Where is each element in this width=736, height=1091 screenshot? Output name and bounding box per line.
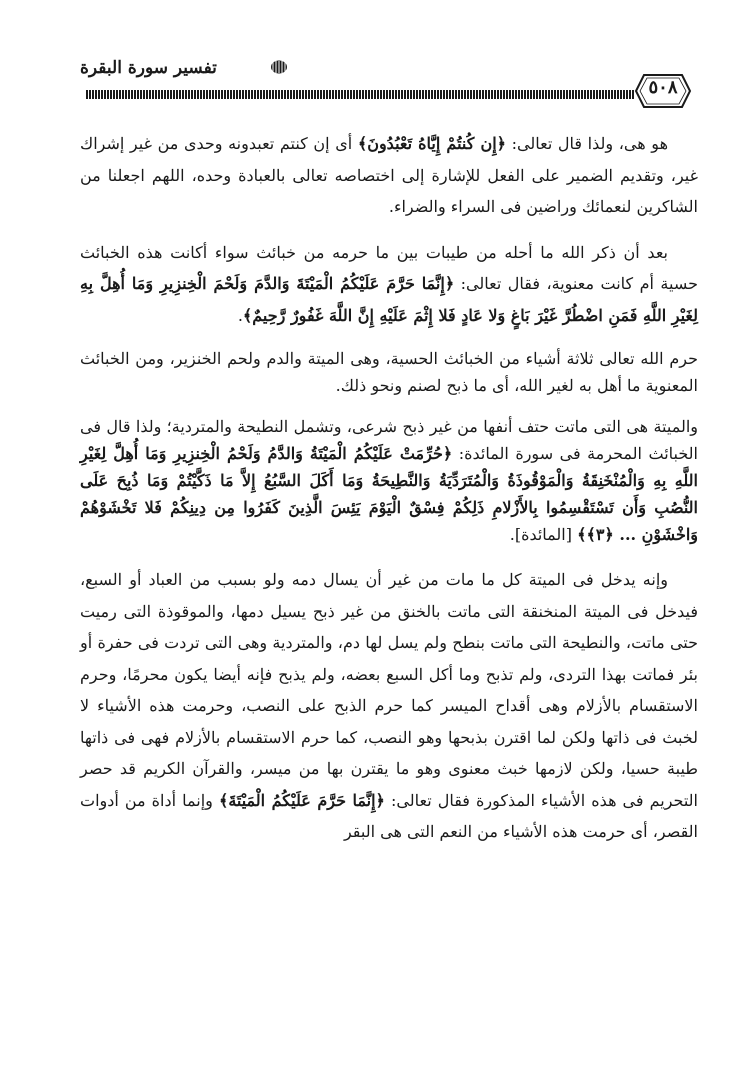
paragraph	[80, 564, 698, 848]
paragraph-text: هو هى، ولذا قال تعالى:	[506, 134, 669, 153]
paragraph-text: أى إن كنتم تعبدونه وحدى من غير إشراك غير، وتقديم الضمير على الفعل للإشارة إلى اختصاصه تعالى بالعبادة وحده، اللهم اجعلنا من الشاكرين لنعمائك وراضين فى السراء والضراء.	[80, 134, 698, 216]
paragraph	[80, 237, 698, 332]
paragraph-text: بعد أن ذكر الله ما أحله من طيبات بين ما حرمه من خبائث سواء أكانت هذه الخبائث حسية أم كانت معنوية، فقال تعالى:	[80, 242, 699, 293]
quran-verse: ﴿إِن كُنتُمْ إِيَّاهُ تَعْبُدُونَ﴾	[357, 134, 507, 153]
page-number: ٥٠٨	[648, 77, 678, 98]
paragraph	[80, 128, 698, 223]
header-rule	[86, 90, 634, 99]
quran-verse: ﴿حُرِّمَتْ عَلَيْكُمُ الْمَيْتَةُ وَالدَّمُ وَلَحْمُ الْخِنزِيرِ وَمَا أُهِلَّ لِغَيْرِ اللَّهِ بِهِ وَالْمُنْخَنِقَةُ وَالْمَوْقُوذَةُ وَالْمُتَرَدِّيَةُ وَالنَّطِيحَةُ وَمَا أَكَلَ السَّبُعُ إِلاَّ مَا ذَكَّيْتُمْ وَمَا ذُبِحَ عَلَى النُّصُبِ وَأَن تَسْتَقْسِمُوا بِالأَزْلامِ ذَلِكُمْ فِسْقٌ الْيَوْمَ يَئِسَ الَّذِينَ كَفَرُوا مِن دِينِكُمْ فَلا تَخْشَوْهُمْ وَاخْشَوْنِ ... ﴿٣﴾﴾	[80, 444, 698, 544]
paragraph	[80, 413, 698, 548]
paragraph-text: [المائدة].	[509, 525, 578, 544]
paragraph	[80, 345, 698, 399]
page-number-frame	[634, 72, 692, 110]
paragraph-text: حرم الله تعالى ثلاثة أشياء من الخبائث الحسية، وهى الميتة والدم ولحم الخنزير، ومن الخبائث المعنوية ما أهل به لغير الله، أى ما ذبح لصنم ونحو ذلك.	[80, 349, 698, 395]
page-header	[0, 0, 736, 125]
paragraph-text: وإنما أداة من أدوات القصر، أى حرمت هذه الأشياء من النعم التى هى البقر	[80, 790, 698, 841]
page-body	[80, 128, 698, 862]
paragraph-text: .	[237, 305, 243, 325]
running-title: تفسير سورة البقرة	[80, 58, 217, 78]
paragraph-text: والميتة هى التى ماتت حتف أنفها من غير ذبح شرعى، وتشمل النطيحة والمتردية؛ ولذا قال فى الخبائث المحرمة فى سورة المائدة:	[80, 417, 699, 463]
quran-verse: ﴿إِنَّمَا حَرَّمَ عَلَيْكُمُ الْمَيْتَةَ﴾	[218, 790, 385, 810]
ornament-icon	[270, 60, 288, 74]
quran-verse: ﴿إِنَّمَا حَرَّمَ عَلَيْكُمُ الْمَيْتَةَ وَالدَّمَ وَلَحْمَ الْخِنزِيرِ وَمَا أُهِلَّ بِهِ لِغَيْرِ اللَّهِ فَمَنِ اضْطُرَّ غَيْرَ بَاغٍ وَلا عَادٍ فَلا إِثْمَ عَلَيْهِ إِنَّ اللَّهَ غَفُورٌ رَّحِيمٌ﴾	[80, 274, 698, 325]
paragraph-text: وإنه يدخل فى الميتة كل ما مات من غير أن يسال دمه ولو بسبب من العباد أو السبع، فيدخل فى الميتة المنخنقة التى ماتت بالخنق من غير ذبح يسيل دمها، والموقوذة التى رميت حتى ماتت، والنطيحة التى ماتت بنطح ولم يسل لها دم، والمتردية وهى التى تردت فى حفرة أو بئر فماتت بهذا التردى، ولم تذبح وما أكل السبع بعضه، ولم يذبح فإنه أيضا يكون محرمًا، وحرم الاستقسام بالأزلام وهى أقداح الميسر كما حرم الذبح على النصب، وحرمت هذه الأشياء لا لخبث فى ذاتها ولكن لما اقترن بذبحها وهو النصب، كما حرم الاستقسام بالأزلام فهى فى ذاتها طيبة حسيا، ولكن لازمها خبث معنوى وهو ما يقترن بها من ميسر، والقرآن الكريم قد حصر التحريم فى هذه الأشياء المذكورة فقال تعالى:	[80, 570, 699, 810]
